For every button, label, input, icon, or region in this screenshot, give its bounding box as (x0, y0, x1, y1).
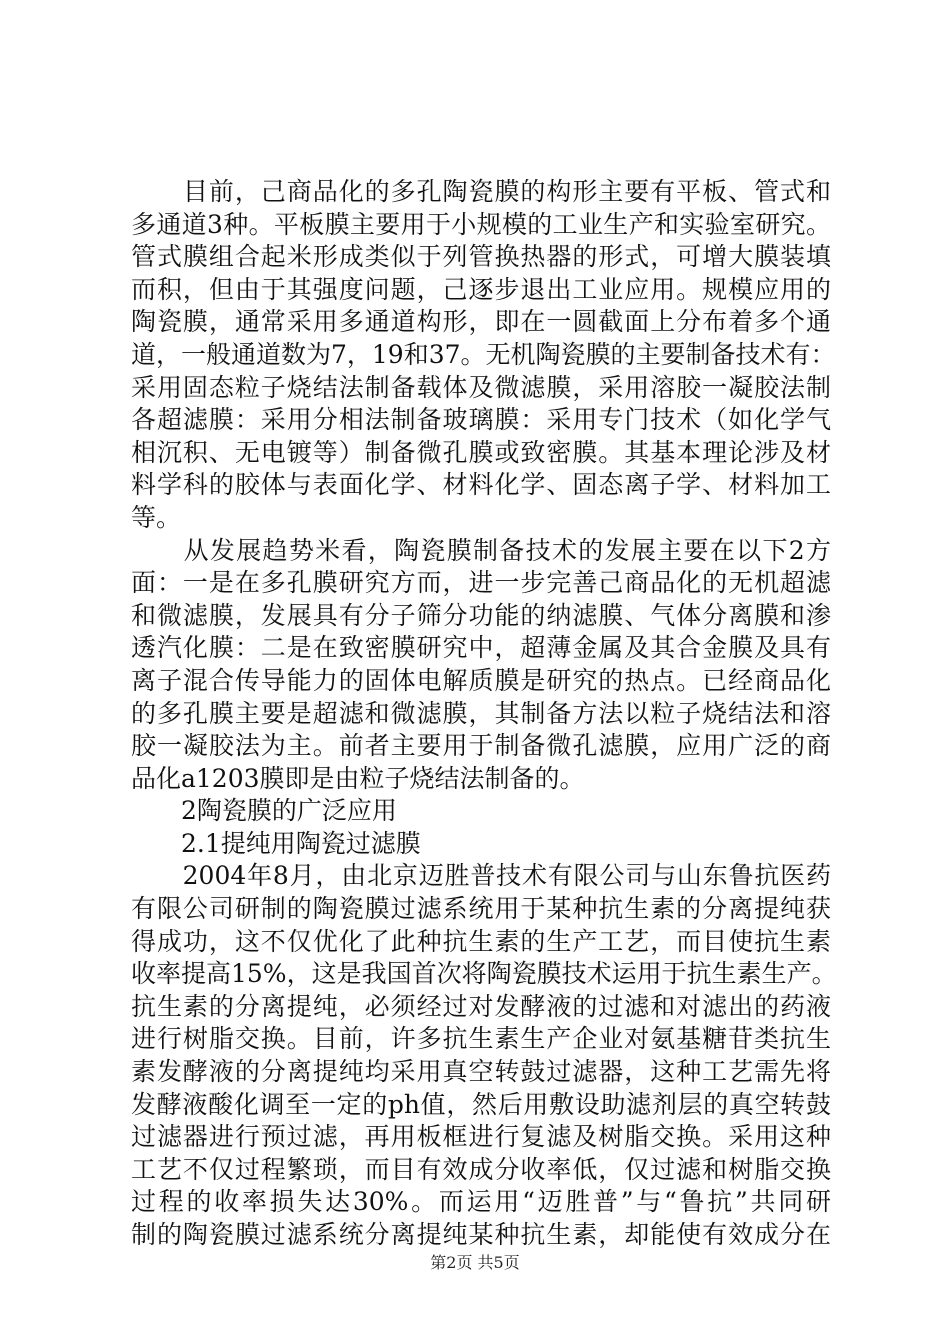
text-line: 2陶瓷膜的广泛应用 (131, 796, 397, 826)
text-line: 料学科的胶体与表面化学、材料化学、固态离子学、材料加工 (131, 470, 831, 500)
text-line: 和微滤膜，发展具有分子筛分功能的纳滤膜、气体分离膜和渗 (131, 600, 831, 630)
text-line: 面：一是在多孔膜研究方而，进一步完善己商品化的无机超滤 (131, 568, 831, 598)
text-line: 透汽化膜：二是在致密膜研究中，超薄金属及其合金膜及具有 (131, 633, 831, 663)
text-line: 素发酵液的分离提纯均采用真空转鼓过滤器，这种工艺需先将 (131, 1057, 831, 1087)
text-line: 道，一般通道数为7，19和37。无机陶瓷膜的主要制备技术有： (131, 339, 836, 369)
text-line: 胶一凝胶法为主。前者主要用于制备微孔滤膜，应用广泛的商 (131, 731, 831, 761)
text-line: 多通道3种。平板膜主要用于小规模的工业生产和实验室研究。 (131, 209, 831, 239)
text-line: 采用固态粒子烧结法制备载体及微滤膜，采用溶胶一凝胶法制 (131, 372, 831, 402)
text-line: 2004年8月，由北京迈胜普技术有限公司与山东鲁抗医药 (131, 861, 831, 891)
text-line: 2.1提纯用陶瓷过滤膜 (131, 828, 421, 858)
text-line: 陶瓷膜，通常采用多通道构形，即在一圆截面上分布着多个通 (131, 307, 831, 337)
text-line: 而积，但由于其强度问题，己逐步退出工业应用。规模应用的 (131, 274, 831, 304)
text-line: 得成功，这不仅优化了此种抗生素的生产工艺，而目使抗生素 (131, 926, 831, 956)
page-footer: 第2页 共5页 (430, 1253, 520, 1272)
text-line: 的多孔膜主要是超滤和微滤膜，其制备方法以粒子烧结法和溶 (131, 698, 831, 728)
text-line: 收率提高15%，这是我国首次将陶瓷膜技术运用于抗生素生产。 (131, 959, 837, 989)
text-line: 有限公司研制的陶瓷膜过滤系统用于某种抗生素的分离提纯获 (131, 894, 831, 924)
document-body (131, 176, 837, 1252)
text-line: 进行树脂交换。目前，许多抗生素生产企业对氨基糖苷类抗生 (131, 1024, 831, 1054)
text-line: 相沉积、无电镀等）制备微孔膜或致密膜。其基本理论涉及材 (131, 437, 831, 467)
text-line: 等。 (131, 502, 182, 532)
text-line: 目前，己商品化的多孔陶瓷膜的构形主要有平板、管式和 (131, 177, 831, 206)
text-line: 工艺不仅过程繁琐，而目有效成分收率低，仅过滤和树脂交换 (131, 1154, 831, 1184)
text-line: 从发展趋势米看，陶瓷膜制备技术的发展主要在以下2方 (131, 535, 831, 565)
text-line: 过程的收率损失达30%。而运用“迈胜普”与“鲁抗”共同研 (131, 1187, 831, 1217)
text-line: 品化a1203膜即是由粒子烧结法制备的。 (131, 763, 585, 793)
text-line: 各超滤膜：采用分相法制备玻璃膜：采用专门技术（如化学气 (131, 405, 831, 435)
text-line: 制的陶瓷膜过滤系统分离提纯某种抗生素，却能使有效成分在 (131, 1220, 831, 1249)
text-line: 过滤器进行预过滤，再用板框进行复滤及树脂交换。采用这种 (131, 1122, 831, 1152)
text-line: 管式膜组合起米形成类似于列管换热器的形式，可增大膜装填 (131, 242, 831, 272)
text-line: 发酵液酸化调至一定的ph值，然后用敷设助滤剂层的真空转鼓 (131, 1089, 831, 1119)
text-line: 抗生素的分离提纯，必须经过对发酵液的过滤和对滤出的药液 (131, 991, 831, 1021)
text-line: 离子混合传导能力的固体电解质膜是研究的热点。已经商品化 (131, 665, 831, 695)
